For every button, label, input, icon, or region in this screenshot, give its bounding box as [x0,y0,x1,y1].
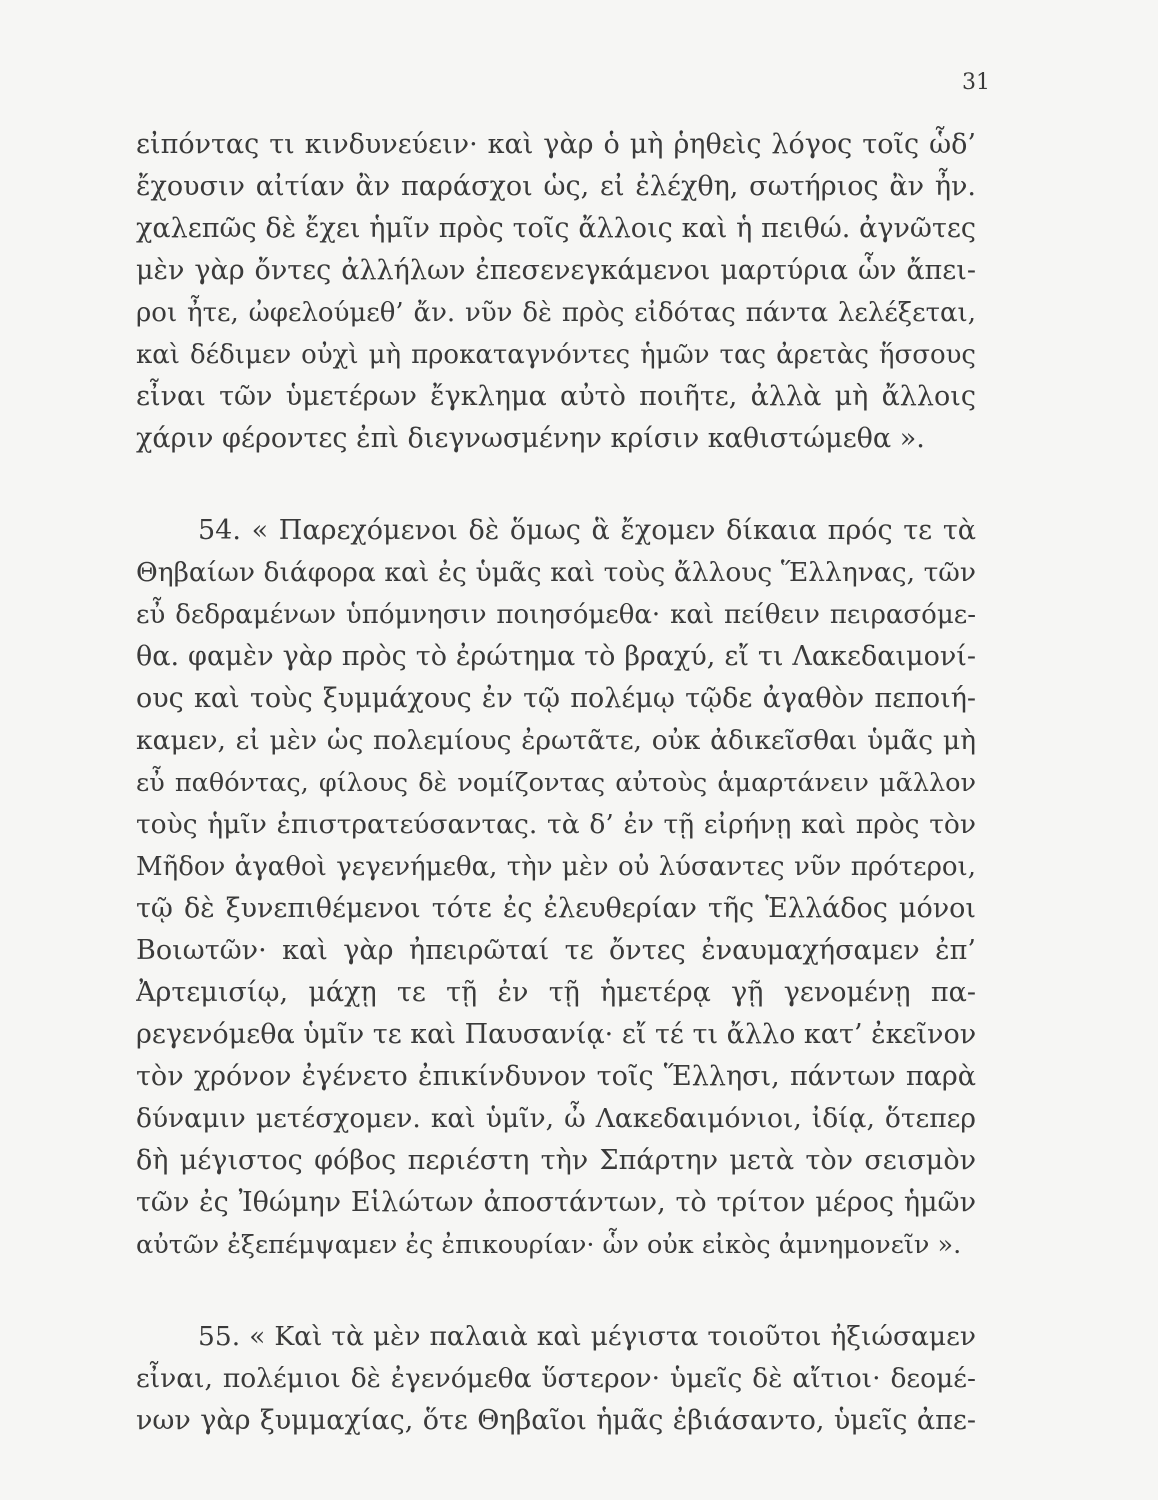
text-line: τοὺς ἡμῖν ἐπιστρατεύσαντας. τὰ δ’ ἐν τῇ εἰρήνῃ καὶ πρὸς τὸν [136,809,976,840]
paragraph-55 [136,1316,976,1442]
text-line: τῶν ἐς Ἰθώμην Εἱλώτων ἀποστάντων, τὸ τρίτον μέρος ἡμῶν [136,1187,976,1218]
text-line: τῷ δὲ ξυνεπιθέμενοι τότε ἐς ἐλευθερίαν τῆς Ἑλλάδος μόνοι [136,893,976,924]
text-line: 55. « Καὶ τὰ μὲν παλαιὰ καὶ μέγιστα τοιοῦτοι ἠξιώσαμεν [198,1321,976,1352]
text-line: ους καὶ τοὺς ξυμμάχους ἐν τῷ πολέμῳ τῷδε ἀγαθὸν πεποιή- [136,683,976,714]
text-line: εἶναι τῶν ὑμετέρων ἔγκλημα αὐτὸ ποιῆτε, ἀλλὰ μὴ ἄλλοις [136,381,976,412]
page-number: 31 [962,70,990,95]
text-line: δύναμιν μετέσχομεν. καὶ ὑμῖν, ὦ Λακεδαιμόνιοι, ἰδίᾳ, ὅτεπερ [136,1103,976,1134]
body-text [136,124,976,1442]
text-line: ροι ἦτε, ὠφελούμεθ’ ἄν. νῦν δὲ πρὸς εἰδότας πάντα λελέξεται, [136,298,976,328]
text-line: εἶναι, πολέμιοι δὲ ἐγενόμεθα ὕστερον· ὑμεῖς δὲ αἴτιοι· δεομέ- [136,1363,976,1394]
text-line: μὲν γὰρ ὄντες ἀλλήλων ἐπεσενεγκάμενοι μαρτύρια ὧν ἄπει- [136,255,976,286]
text-line: τὸν χρόνον ἐγένετο ἐπικίνδυνον τοῖς Ἕλλησι, πάντων παρὰ [136,1061,976,1092]
text-line: θα. φαμὲν γὰρ πρὸς τὸ ἐρώτημα τὸ βραχύ, εἴ τι Λακεδαιμονί- [136,641,976,672]
text-line: Θηβαίων διάφορα καὶ ἐς ὑμᾶς καὶ τοὺς ἄλλους Ἕλληνας, τῶν [136,557,976,588]
text-line: καμεν, εἰ μὲν ὡς πολεμίους ἐρωτᾶτε, οὐκ ἀδικεῖσθαι ὑμᾶς μὴ [136,725,976,756]
paragraph-54 [136,510,976,1266]
paragraph-continuation [136,124,976,460]
text-line: 54. « Παρεχόμενοι δὲ ὅμως ἃ ἔχομεν δίκαια πρός τε τὰ [198,515,976,546]
text-line: αὐτῶν ἐξεπέμψαμεν ἐς ἐπικουρίαν· ὧν οὐκ εἰκὸς ἀμνημονεῖν ». [136,1230,962,1260]
text-line: καὶ δέδιμεν οὐχὶ μὴ προκαταγνόντες ἡμῶν τας ἀρετὰς ἥσσους [136,340,976,370]
text-line: Μῆδον ἀγαθοὶ γεγενήμεθα, τὴν μὲν οὐ λύσαντες νῦν πρότεροι, [136,852,976,882]
text-line: ἔχουσιν αἰτίαν ἂν παράσχοι ὡς, εἰ ἐλέχθη, σωτήριος ἂν ἦν. [136,171,976,202]
text-line: χαλεπῶς δὲ ἔχει ἡμῖν πρὸς τοῖς ἄλλοις καὶ ἡ πειθώ. ἀγνῶτες [136,213,976,244]
text-line: εὖ παθόντας, φίλους δὲ νομίζοντας αὐτοὺς ἁμαρτάνειν μᾶλλον [136,768,976,798]
text-line: δὴ μέγιστος φόβος περιέστη τὴν Σπάρτην μετὰ τὸν σεισμὸν [136,1145,976,1176]
text-line: ρεγενόμεθα ὑμῖν τε καὶ Παυσανίᾳ· εἴ τέ τι ἄλλο κατ’ ἐκεῖνον [136,1019,976,1050]
text-line: χάριν φέροντες ἐπὶ διεγνωσμένην κρίσιν καθιστώμεθα ». [136,423,925,454]
text-line: εὖ δεδραμένων ὑπόμνησιν ποιησόμεθα· καὶ πείθειν πειρασόμε- [136,600,976,630]
text-line: Ἀρτεμισίῳ, μάχῃ τε τῇ ἐν τῇ ἡμετέρᾳ γῇ γενομένῃ πα- [136,977,976,1008]
text-line: Βοιωτῶν· καὶ γὰρ ἠπειρῶταί τε ὄντες ἐναυμαχήσαμεν ἐπ’ [136,935,976,966]
text-line: νων γὰρ ξυμμαχίας, ὅτε Θηβαῖοι ἡμᾶς ἐβιάσαντο, ὑμεῖς ἀπε- [136,1405,976,1436]
text-line: εἰπόντας τι κινδυνεύειν· καὶ γὰρ ὁ μὴ ῥηθεὶς λόγος τοῖς ὧδ’ [136,129,976,160]
